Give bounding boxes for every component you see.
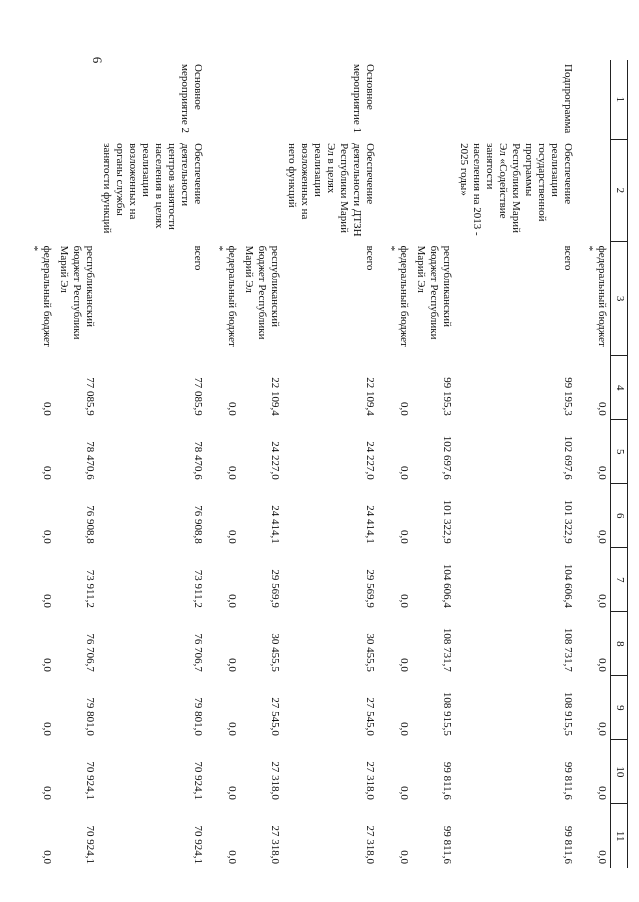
cell-c2 bbox=[240, 139, 283, 241]
column-header: 3 bbox=[611, 242, 628, 356]
value-cell: 70 924,1 bbox=[192, 761, 204, 800]
rotated-table-container bbox=[28, 60, 628, 868]
column-header: 5 bbox=[611, 420, 628, 484]
table-row bbox=[412, 60, 455, 868]
cell-c1 bbox=[412, 60, 455, 139]
cell-c2 bbox=[210, 139, 240, 241]
value-cell: 0,0 bbox=[398, 786, 410, 800]
value-cell: 0,0 bbox=[226, 401, 238, 416]
value-cell: 99 811,6 bbox=[441, 825, 453, 864]
cell-c3: всего bbox=[364, 245, 376, 271]
value-cell: 0,0 bbox=[596, 658, 608, 672]
cell-c2: Обеспечение реализации государственной программы Республики Марий Эл «Содействие занятости населения на 2013 - 2025 годы» bbox=[458, 143, 574, 236]
table-row bbox=[25, 60, 55, 868]
value-cell: 108 915,5 bbox=[562, 691, 574, 736]
cell-c3: республиканский бюджет Республики Марий Эл bbox=[415, 245, 453, 340]
value-cell: 108 731,7 bbox=[441, 627, 453, 672]
value-cell: 30 455,5 bbox=[364, 633, 376, 672]
value-cell: 108 731,7 bbox=[562, 627, 574, 672]
column-header: 2 bbox=[611, 139, 628, 241]
value-cell: 24 414,1 bbox=[364, 505, 376, 544]
value-cell: 0,0 bbox=[41, 658, 53, 672]
value-cell: 0,0 bbox=[398, 722, 410, 736]
value-cell: 27 318,0 bbox=[364, 761, 376, 800]
cell-c3: федеральный бюджет * bbox=[385, 245, 410, 347]
value-cell: 0,0 bbox=[226, 530, 238, 544]
column-header: 4 bbox=[611, 356, 628, 420]
cell-c1 bbox=[25, 60, 55, 139]
value-cell: 29 569,9 bbox=[269, 569, 281, 608]
table-row bbox=[455, 60, 576, 868]
value-cell: 0,0 bbox=[398, 850, 410, 864]
cell-c3: республиканский бюджет Республики Марий Эл bbox=[243, 245, 281, 340]
row-spacer bbox=[378, 60, 382, 868]
value-cell: 102 697,6 bbox=[441, 435, 453, 480]
table-row bbox=[240, 60, 283, 868]
cell-c3: всего bbox=[192, 245, 204, 271]
cell-c3: республиканский бюджет Республики Марий Эл bbox=[58, 245, 96, 340]
value-cell: 22 109,4 bbox=[364, 377, 376, 416]
value-cell: 0,0 bbox=[398, 466, 410, 480]
value-cell: 0,0 bbox=[596, 850, 608, 864]
cell-c2 bbox=[412, 139, 455, 241]
value-cell: 24 414,1 bbox=[269, 505, 281, 544]
value-cell: 29 569,9 bbox=[364, 569, 376, 608]
value-cell: 27 318,0 bbox=[364, 825, 376, 864]
value-cell: 0,0 bbox=[596, 786, 608, 800]
value-cell: 0,0 bbox=[41, 786, 53, 800]
cell-c1 bbox=[210, 60, 240, 139]
value-cell: 0,0 bbox=[596, 530, 608, 544]
value-cell: 0,0 bbox=[226, 594, 238, 608]
cell-c1 bbox=[55, 60, 98, 139]
value-cell: 24 227,0 bbox=[364, 441, 376, 480]
cell-c1: Подпрограмма bbox=[562, 64, 574, 134]
value-cell: 78 470,6 bbox=[84, 441, 96, 480]
row-spacer bbox=[206, 60, 210, 868]
value-cell: 108 915,5 bbox=[441, 691, 453, 736]
column-header: 1 bbox=[611, 60, 628, 139]
cell-c3: всего bbox=[562, 245, 574, 271]
cell-c2: Обеспечение деятельности ДТЗН Республики Марий Эл в целях реализации возложенных на него функций bbox=[286, 143, 376, 237]
value-cell: 79 801,0 bbox=[192, 697, 204, 736]
cell-c2 bbox=[382, 139, 412, 241]
cell-c3: федеральный бюджет * bbox=[213, 245, 238, 347]
value-cell: 27 318,0 bbox=[269, 825, 281, 864]
value-cell: 76 908,8 bbox=[192, 505, 204, 544]
value-cell: 73 911,2 bbox=[84, 569, 96, 608]
value-cell: 99 811,6 bbox=[562, 761, 574, 800]
spacer-cell bbox=[576, 60, 580, 868]
cell-c1: Основное мероприятие 1 bbox=[351, 64, 376, 134]
value-cell: 27 545,0 bbox=[269, 697, 281, 736]
table-row bbox=[210, 60, 240, 868]
value-cell: 0,0 bbox=[596, 401, 608, 416]
value-cell: 0,0 bbox=[226, 850, 238, 864]
value-cell: 99 195,3 bbox=[441, 377, 453, 416]
value-cell: 78 470,6 bbox=[192, 441, 204, 480]
value-cell: 22 109,4 bbox=[269, 377, 281, 416]
cell-c3: федеральный бюджет * bbox=[583, 245, 608, 347]
column-header: 6 bbox=[611, 484, 628, 548]
value-cell: 99 195,3 bbox=[562, 377, 574, 416]
spacer-cell bbox=[206, 60, 210, 868]
value-cell: 0,0 bbox=[41, 466, 53, 480]
value-cell: 76 706,7 bbox=[84, 633, 96, 672]
value-cell: 73 911,2 bbox=[192, 569, 204, 608]
cell-c1: Основное мероприятие 2 bbox=[179, 64, 204, 134]
column-header: 11 bbox=[611, 804, 628, 868]
value-cell: 76 908,8 bbox=[84, 505, 96, 544]
column-header: 8 bbox=[611, 612, 628, 676]
column-header: 10 bbox=[611, 740, 628, 804]
spacer-cell bbox=[378, 60, 382, 868]
value-cell: 0,0 bbox=[41, 722, 53, 736]
value-cell: 0,0 bbox=[596, 466, 608, 480]
value-cell: 27 545,0 bbox=[364, 697, 376, 736]
column-number-row bbox=[611, 60, 628, 868]
value-cell: 0,0 bbox=[398, 658, 410, 672]
value-cell: 0,0 bbox=[596, 594, 608, 608]
value-cell: 30 455,5 bbox=[269, 633, 281, 672]
value-cell: 70 924,1 bbox=[192, 825, 204, 864]
value-cell: 102 697,6 bbox=[562, 435, 574, 480]
value-cell: 0,0 bbox=[226, 786, 238, 800]
row-spacer bbox=[576, 60, 580, 868]
value-cell: 77 085,9 bbox=[84, 377, 96, 416]
value-cell: 0,0 bbox=[41, 850, 53, 864]
page-number: 6 bbox=[90, 56, 105, 64]
value-cell: 70 924,1 bbox=[84, 761, 96, 800]
value-cell: 79 801,0 bbox=[84, 697, 96, 736]
table-row bbox=[55, 60, 98, 868]
table-row bbox=[283, 60, 378, 868]
table-row bbox=[580, 60, 611, 868]
budget-table bbox=[25, 60, 628, 868]
table-body bbox=[25, 60, 611, 868]
value-cell: 27 318,0 bbox=[269, 761, 281, 800]
value-cell: 70 924,1 bbox=[84, 825, 96, 864]
value-cell: 0,0 bbox=[41, 401, 53, 416]
column-header: 7 bbox=[611, 548, 628, 612]
value-cell: 0,0 bbox=[41, 530, 53, 544]
value-cell: 0,0 bbox=[226, 466, 238, 480]
cell-c2 bbox=[55, 139, 98, 241]
value-cell: 0,0 bbox=[398, 530, 410, 544]
value-cell: 99 811,6 bbox=[562, 825, 574, 864]
cell-c1 bbox=[580, 60, 611, 139]
table-row bbox=[98, 60, 206, 868]
table-row bbox=[382, 60, 412, 868]
value-cell: 0,0 bbox=[226, 722, 238, 736]
cell-c2 bbox=[25, 139, 55, 241]
value-cell: 0,0 bbox=[226, 658, 238, 672]
cell-c2 bbox=[580, 139, 611, 241]
cell-c3: федеральный бюджет * bbox=[28, 245, 53, 347]
value-cell: 0,0 bbox=[596, 722, 608, 736]
value-cell: 0,0 bbox=[398, 594, 410, 608]
value-cell: 101 322,9 bbox=[441, 499, 453, 544]
value-cell: 24 227,0 bbox=[269, 441, 281, 480]
value-cell: 99 811,6 bbox=[441, 761, 453, 800]
cell-c1 bbox=[240, 60, 283, 139]
value-cell: 76 706,7 bbox=[192, 633, 204, 672]
value-cell: 104 606,4 bbox=[441, 563, 453, 608]
cell-c1 bbox=[382, 60, 412, 139]
value-cell: 77 085,9 bbox=[192, 377, 204, 416]
value-cell: 0,0 bbox=[41, 594, 53, 608]
value-cell: 0,0 bbox=[398, 401, 410, 416]
value-cell: 101 322,9 bbox=[562, 499, 574, 544]
value-cell: 104 606,4 bbox=[562, 563, 574, 608]
column-header: 9 bbox=[611, 676, 628, 740]
cell-c2: Обеспечение деятельности центров занятости населения в целях реализации возложенных на органы службы занятости функций bbox=[101, 143, 204, 234]
